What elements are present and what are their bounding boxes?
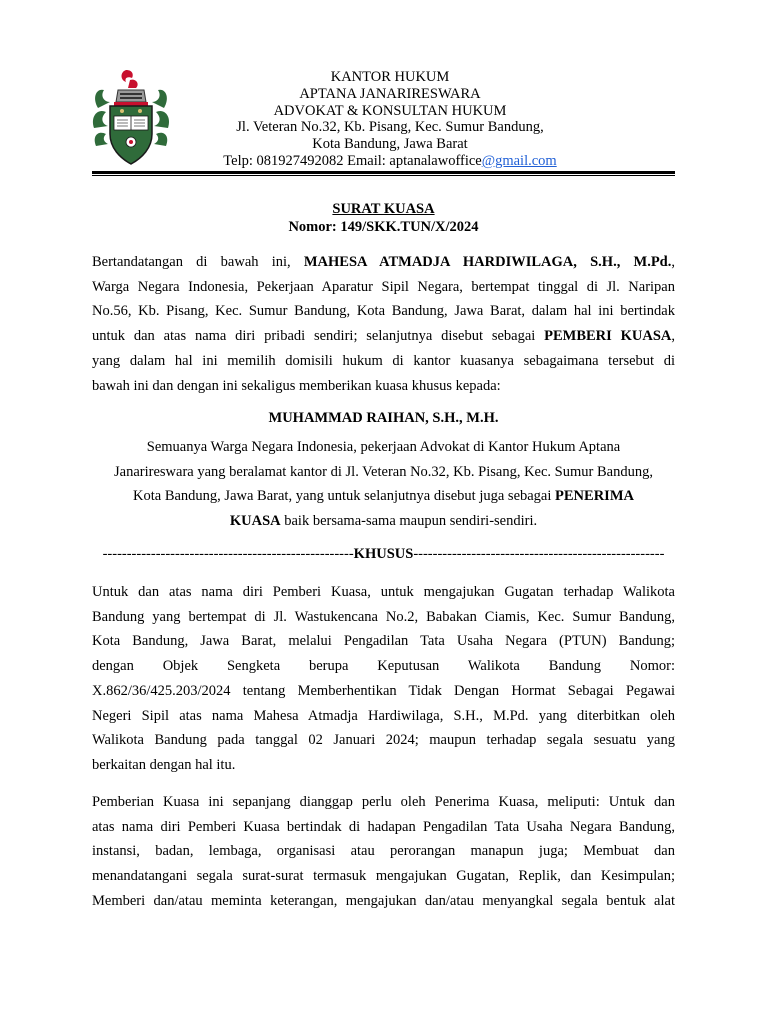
paragraph-line: X.862/36/425.203/2024 tentang Memberhentikan Tidak Dengan Hormat Sebagai Pegawai xyxy=(92,682,675,699)
recipient-label: KUASA xyxy=(229,513,281,530)
paragraph-line: dengan Objek Sengketa berupa Keputusan Walikota Bandung Nomor: xyxy=(92,658,675,675)
paragraph-line: Janarireswara yang beralamat kantor di Jl. Veteran No.32, Kb. Pisang, Kec. Sumur Bandung, xyxy=(114,463,653,480)
document-title: SURAT KUASA xyxy=(332,201,435,217)
document-number: Nomor: 149/SKK.TUN/X/2024 xyxy=(288,219,479,235)
firm-type: KANTOR HUKUM xyxy=(330,69,450,85)
recipient-paragraph xyxy=(92,435,675,534)
paragraph-line: yang dalam hal ini memilih domisili hukum di kantor kuasanya sebagaimana tersebut di xyxy=(92,352,675,369)
paragraph-line: Memberi dan/atau meminta keterangan, mengajukan dan/atau menyangkal segala bentuk alat xyxy=(92,892,675,909)
line-text: , xyxy=(671,254,675,270)
paragraph-line xyxy=(92,484,675,509)
paragraph-line xyxy=(92,509,675,534)
email-link[interactable]: @gmail.com xyxy=(481,152,557,169)
line-text: baik bersama-sama maupun sendiri-sendiri. xyxy=(280,513,538,530)
letterhead xyxy=(200,69,580,170)
firm-city: Kota Bandung, Jawa Barat xyxy=(312,136,468,153)
paragraph-line: Negeri Sipil atas nama Mahesa Atmadja Hardiwilaga, S.H., M.Pd. yang diterbitkan oleh xyxy=(92,707,675,724)
paragraph-line: Semuanya Warga Negara Indonesia, pekerjaan Advokat di Kantor Hukum Aptana xyxy=(146,439,621,455)
line-text: Kota Bandung, Jawa Barat, yang untuk selanjutnya disebut juga sebagai xyxy=(133,488,556,505)
paragraph-line xyxy=(92,250,675,275)
coat-of-arms-icon xyxy=(90,68,172,168)
paragraph-line: Bandung yang bertempat di Jl. Wastukencana No.2, Babakan Ciamis, Kec. Sumur Bandung, xyxy=(92,608,675,625)
firm-name: APTANA JANARIRESWARA xyxy=(299,85,481,102)
section-heading: KHUSUS xyxy=(353,546,414,562)
paragraph-line: atas nama diri Pemberi Kuasa bertindak di hadapan Pengadilan Tata Usaha Negara Bandung, xyxy=(92,818,675,835)
paragraph-line: Pemberian Kuasa ini sepanjang dianggap perlu oleh Penerima Kuasa, meliputi: Untuk dan xyxy=(92,794,675,810)
letterhead-rule-thick xyxy=(92,171,675,174)
contact-text: Telp: 081927492082 Email: aptanalawoffice xyxy=(223,152,482,169)
paragraph-line: Untuk dan atas nama diri Pemberi Kuasa, untuk mengajukan Gugatan terhadap Walikota xyxy=(92,584,675,600)
line-text: untuk dan atas nama diri pribadi sendiri; selanjutnya disebut sebagai xyxy=(92,328,545,345)
firm-contact xyxy=(200,153,580,170)
line-text: Bertandatangan di bawah ini, xyxy=(92,254,304,270)
divider-dashes-left: ---------------------------------------------------- xyxy=(102,546,354,562)
letterhead-rule-thin xyxy=(92,175,675,176)
paragraph-line: instansi, badan, lembaga, organisasi atau perorangan manapun juga; Membuat dan xyxy=(92,843,675,860)
recipient-label: PENERIMA xyxy=(555,488,634,505)
grantor-label: PEMBERI KUASA xyxy=(544,328,672,345)
authority-paragraph xyxy=(92,790,675,914)
paragraph-line: bawah ini dan dengan ini sekaligus memberikan kuasa khusus kepada: xyxy=(92,377,501,394)
paragraph-line: berkaitan dengan hal itu. xyxy=(92,756,236,773)
divider-dashes-right: ---------------------------------------------------- xyxy=(413,546,665,562)
paragraph-line xyxy=(92,324,675,349)
paragraph-line: No.56, Kb. Pisang, Kec. Sumur Bandung, Kota Bandung, Jawa Barat, dalam hal ini bertindak xyxy=(92,303,675,320)
section-divider xyxy=(92,546,675,563)
grantor-paragraph xyxy=(92,250,675,398)
scope-paragraph xyxy=(92,580,675,778)
firm-address: Jl. Veteran No.32, Kb. Pisang, Kec. Sumur Bandung, xyxy=(236,119,544,136)
firm-service: ADVOKAT & KONSULTAN HUKUM xyxy=(273,102,507,119)
line-text: , xyxy=(671,328,675,345)
grantor-name: MAHESA ATMADJA HARDIWILAGA, S.H., M.Pd. xyxy=(303,254,672,270)
paragraph-line: menandatangani segala surat-surat termasuk mengajukan Gugatan, Replik, dan Kesimpulan; xyxy=(92,868,675,885)
paragraph-line: Kota Bandung, Jawa Barat, melalui Pengadilan Tata Usaha Negara (PTUN) Bandung; xyxy=(92,633,675,650)
recipient-name: MUHAMMAD RAIHAN, S.H., M.H. xyxy=(268,410,499,426)
paragraph-line: Walikota Bandung pada tanggal 02 Januari 2024; maupun terhadap segala sesuatu yang xyxy=(92,732,675,749)
paragraph-line: Warga Negara Indonesia, Pekerjaan Aparatur Sipil Negara, bertempat tinggal di Jl. Naripan xyxy=(92,278,675,295)
